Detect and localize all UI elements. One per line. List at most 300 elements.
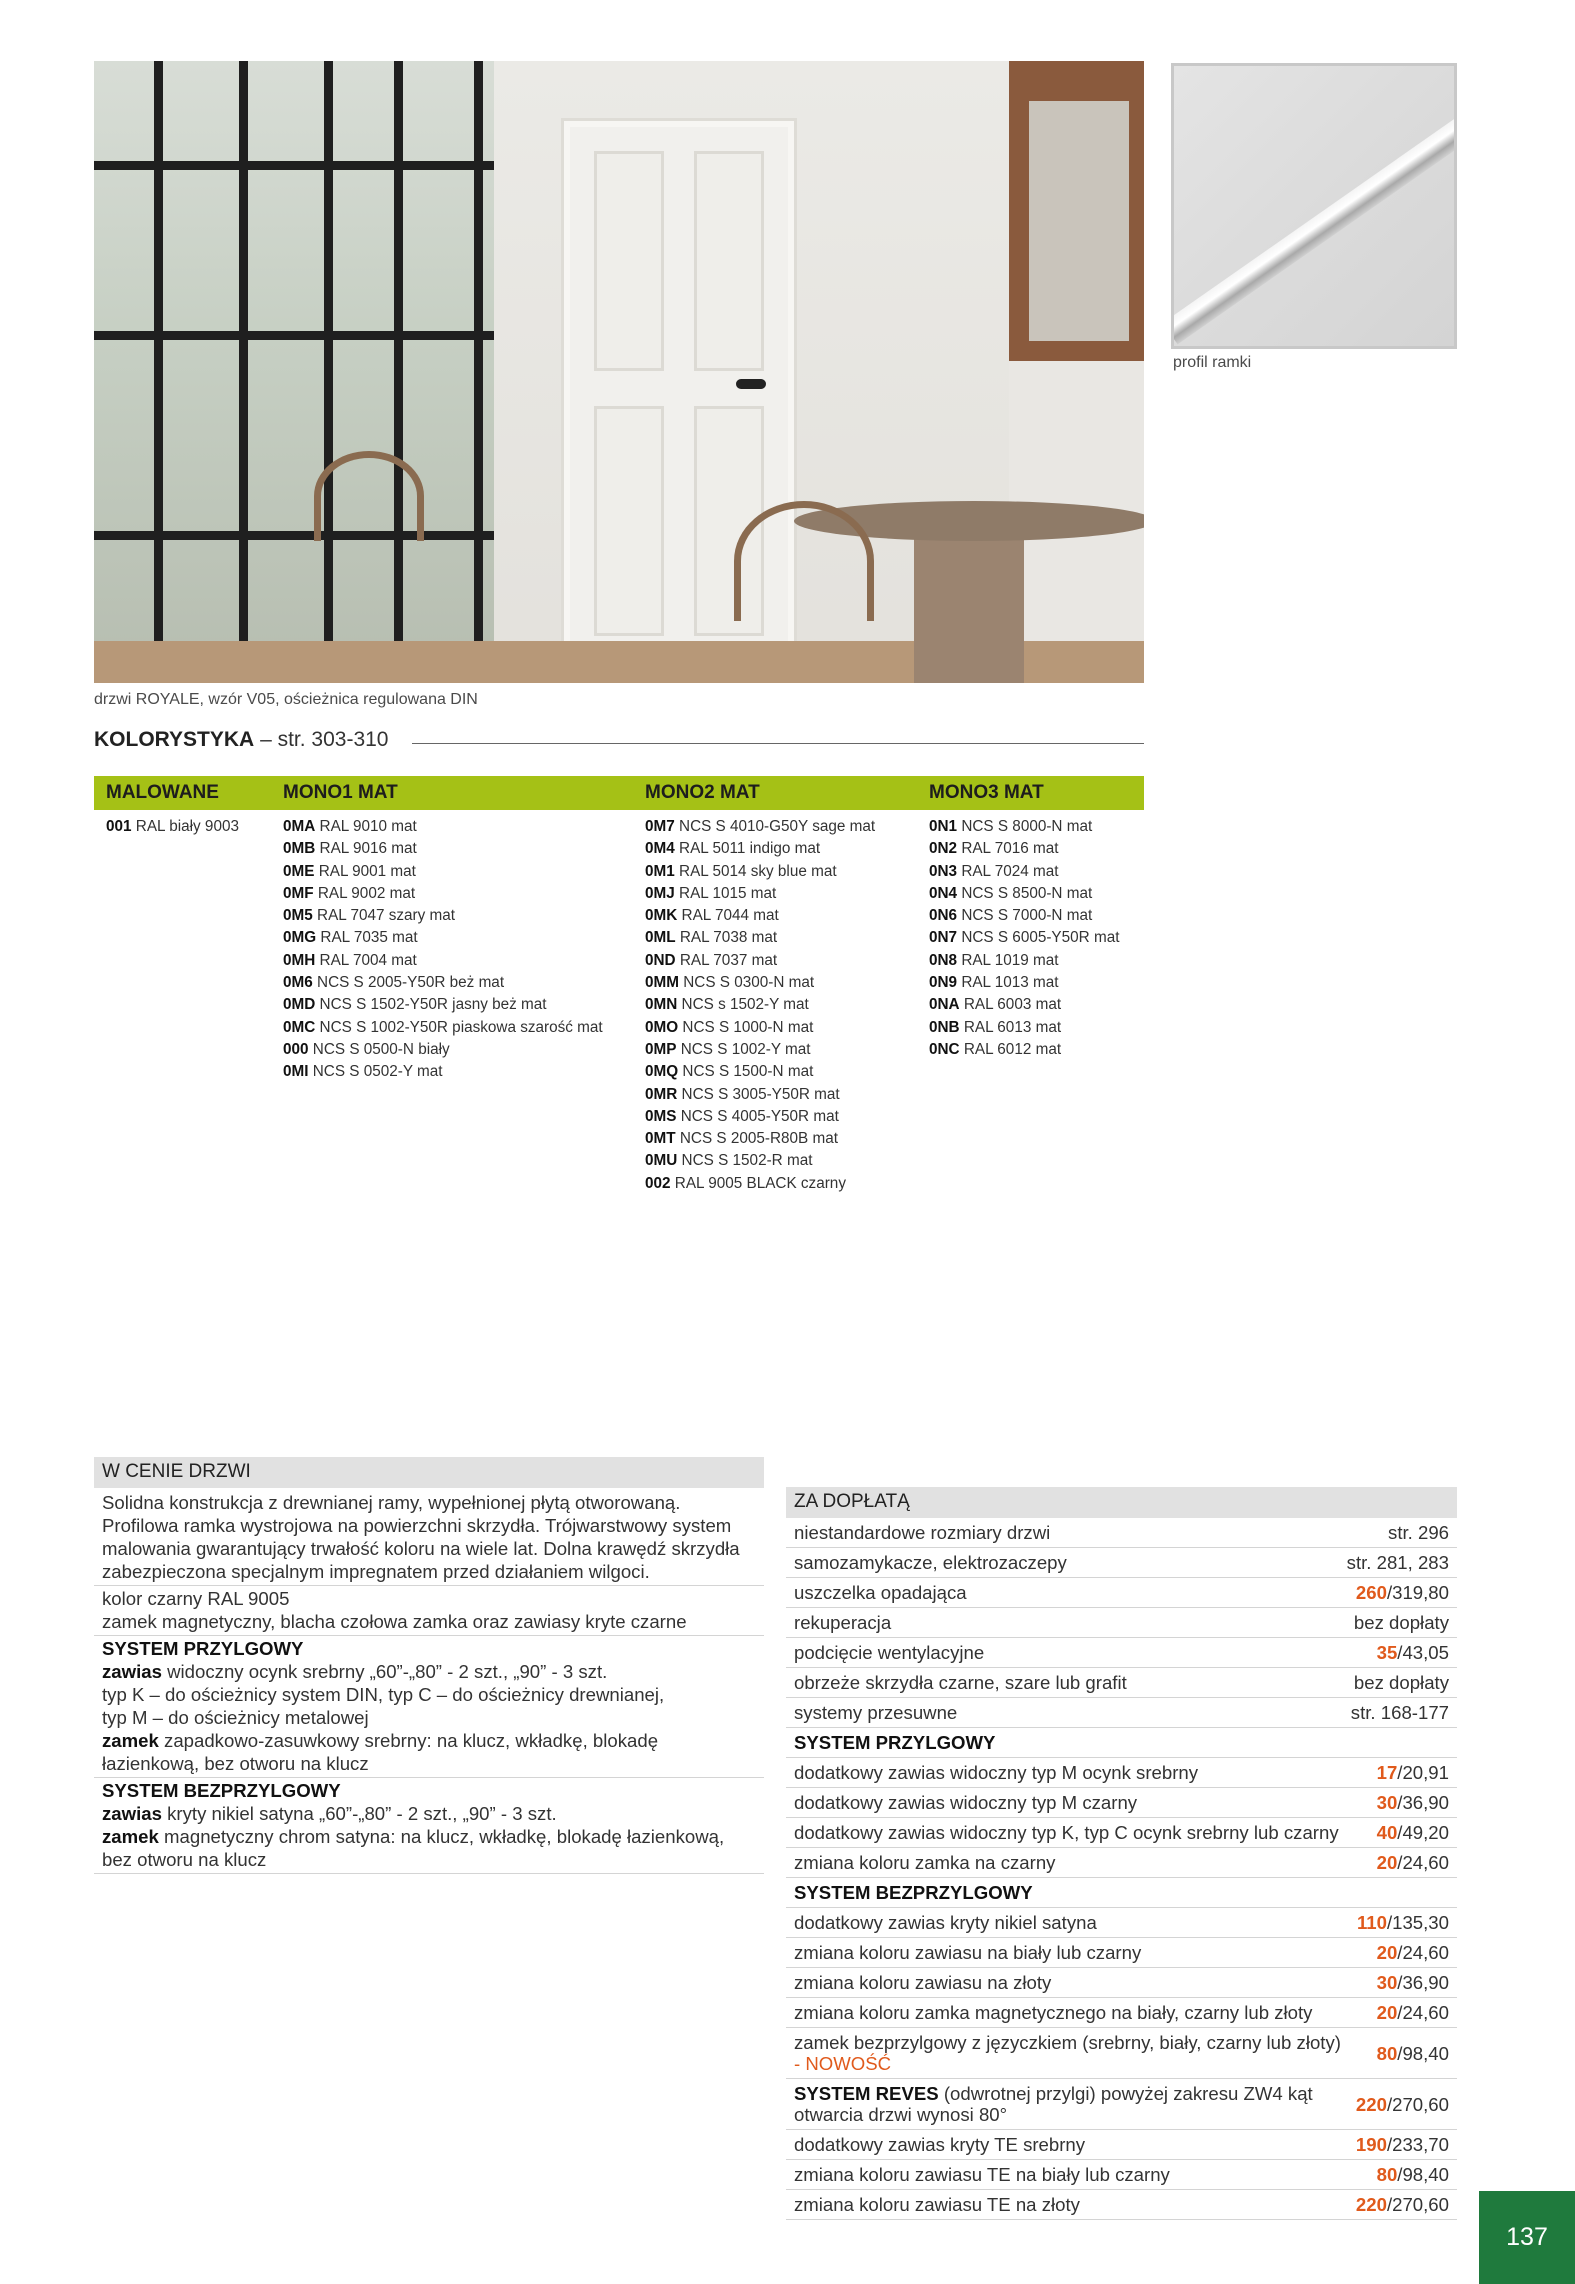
surcharge-label — [794, 2032, 1377, 2074]
color-item — [929, 1039, 1119, 1061]
window-frame — [324, 61, 333, 683]
window-frame — [94, 161, 494, 170]
gross-price: /24,60 — [1397, 2002, 1449, 2023]
color-item — [645, 1128, 875, 1150]
color-name: RAL 9010 mat — [319, 818, 417, 835]
net-price: 260 — [1355, 1582, 1387, 1603]
surcharge-label-text: uszczelka opadająca — [794, 1582, 967, 1603]
net-price: 40 — [1376, 1822, 1398, 1843]
surcharge-note: bez dopłaty — [1353, 1672, 1449, 1693]
hinge-text: kryty nikiel satyna „60”-„80” - 2 szt., „90” - 3 szt. — [161, 1803, 557, 1824]
color-item — [645, 1084, 875, 1106]
color-item — [283, 950, 603, 972]
title-divider — [412, 743, 1144, 744]
color-name: NCS S 1500-N mat — [682, 1063, 814, 1081]
color-name: RAL 6012 mat — [963, 1040, 1062, 1058]
color-name: RAL 9016 mat — [319, 840, 417, 858]
gross-price: /319,80 — [1386, 1582, 1449, 1603]
color-code: 0MU — [645, 1152, 678, 1170]
in-price-features — [94, 1586, 764, 1636]
color-code: 0ND — [645, 951, 676, 969]
color-item — [645, 816, 875, 838]
net-price: 220 — [1355, 2194, 1387, 2215]
surcharge-value — [1351, 1702, 1449, 1723]
surcharge-label — [794, 1792, 1377, 1813]
door-panel — [694, 151, 764, 371]
color-name: NCS S 2005-Y50R beż mat — [317, 974, 505, 992]
color-code: 0N1 — [929, 818, 958, 835]
color-item — [929, 1017, 1119, 1039]
color-code: 0MI — [283, 1063, 309, 1081]
window-frame — [394, 61, 403, 683]
color-code: 0MT — [645, 1130, 676, 1148]
header-mono2: MONO2 MAT — [645, 782, 760, 803]
color-code: 0MJ — [645, 884, 675, 902]
color-item — [645, 838, 875, 860]
colors-list-mono3 — [929, 816, 1119, 1061]
colors-title-pages: – str. 303-310 — [254, 728, 389, 751]
color-item — [929, 950, 1119, 972]
color-name: RAL 9002 mat — [317, 884, 416, 902]
surcharge-label-text: dodatkowy zawias widoczny typ M ocynk srebrny — [794, 1762, 1199, 1783]
color-name: RAL 7044 mat — [681, 907, 779, 925]
color-item — [106, 816, 239, 838]
surcharge-label-text: zmiana koloru zawiasu na złoty — [794, 1972, 1052, 1993]
color-code: 001 — [106, 818, 132, 835]
surcharge-label-text: zmiana koloru zamka magnetycznego na biały, czarny lub złoty — [794, 2002, 1313, 2023]
surcharge-label-text: podcięcie wentylacyjne — [794, 1642, 985, 1663]
surcharge-label-text: zamek bezprzylgowy z języczkiem (srebrny, biały, czarny lub złoty) — [794, 2032, 1341, 2053]
surcharge-value — [1347, 1552, 1449, 1573]
cabinet-shelves — [1029, 101, 1129, 341]
surcharge-section-row — [786, 1878, 1457, 1908]
color-code: 0MD — [283, 996, 316, 1014]
color-code: 0MH — [283, 951, 316, 969]
lock-label: zamek — [102, 1730, 159, 1751]
color-code: 0N6 — [929, 907, 958, 925]
color-code: 0M4 — [645, 840, 675, 858]
color-item — [645, 1039, 875, 1061]
gross-price: /98,40 — [1397, 2164, 1449, 2185]
color-code: 0N8 — [929, 951, 958, 969]
surcharge-label — [794, 1852, 1377, 1873]
color-item — [645, 950, 875, 972]
surcharge-value — [1356, 2094, 1449, 2115]
header-mono3: MONO3 MAT — [929, 782, 1044, 803]
surcharge-row — [786, 2160, 1457, 2190]
surcharge-label-text: zmiana koloru zawiasu TE na złoty — [794, 2194, 1080, 2215]
net-price: 20 — [1376, 1852, 1398, 1873]
surcharge-row — [786, 1548, 1457, 1578]
color-item — [283, 972, 603, 994]
color-code: 0N2 — [929, 840, 958, 858]
gross-price: /135,30 — [1386, 1912, 1449, 1933]
color-item — [645, 972, 875, 994]
surcharge-label-text: samozamykacze, elektrozaczepy — [794, 1552, 1067, 1573]
gross-price: /36,90 — [1397, 1972, 1449, 1993]
surcharge-value — [1377, 1942, 1449, 1963]
color-code: 0N7 — [929, 929, 958, 947]
gross-price: /43,05 — [1397, 1642, 1449, 1663]
net-price: 30 — [1376, 1972, 1398, 1993]
colors-title-bold: KOLORYSTYKA — [94, 728, 255, 751]
color-name: NCS S 1002-Y mat — [680, 1040, 811, 1058]
color-code: 002 — [645, 1174, 671, 1192]
surcharge-label-text: dodatkowy zawias kryty TE srebrny — [794, 2134, 1086, 2155]
color-code: 0MN — [645, 996, 678, 1014]
surcharge-label — [794, 1612, 1354, 1633]
surcharge-note: str. 168-177 — [1350, 1702, 1449, 1723]
chair — [734, 501, 874, 621]
net-price: 17 — [1376, 1762, 1398, 1783]
surcharge-label-text: zmiana koloru zawiasu na biały lub czarny — [794, 1942, 1142, 1963]
color-item — [645, 861, 875, 883]
surcharge-row — [786, 1608, 1457, 1638]
surcharge-row — [786, 1908, 1457, 1938]
gross-price: /24,60 — [1397, 1852, 1449, 1873]
surcharge-value — [1377, 2002, 1449, 2023]
system-rebated-title: SYSTEM PRZYLGOWY — [102, 1638, 304, 1659]
lock-label: zamek — [102, 1826, 159, 1847]
profile-bar — [1171, 94, 1457, 345]
surcharge-label — [794, 2194, 1356, 2215]
color-item — [283, 1017, 603, 1039]
surcharge-section-row — [786, 1728, 1457, 1758]
system-flush-block — [94, 1778, 764, 1874]
color-code: 0MK — [645, 907, 678, 925]
surcharge-value — [1354, 1672, 1449, 1693]
surcharge-value — [1377, 1822, 1449, 1843]
color-item — [929, 883, 1119, 905]
surcharge-value — [1377, 1972, 1449, 1993]
system-flush-title: SYSTEM BEZPRZYLGOWY — [102, 1780, 341, 1801]
net-price: 80 — [1376, 2164, 1398, 2185]
color-name: NCS s 1502-Y mat — [681, 996, 809, 1014]
colors-list-malowane — [106, 816, 239, 838]
surcharge-value — [1356, 2134, 1449, 2155]
surcharge-label-text: zmiana koloru zawiasu TE na biały lub czarny — [794, 2164, 1170, 2185]
color-code: 0MF — [283, 884, 314, 902]
color-code: 0M1 — [645, 862, 675, 880]
surcharge-value — [1388, 1522, 1449, 1543]
color-name: RAL 7038 mat — [679, 929, 778, 947]
surcharge-row — [786, 1638, 1457, 1668]
in-price-box — [94, 1490, 764, 1874]
color-name: RAL 9005 BLACK czarny — [674, 1174, 846, 1192]
gross-price: /270,60 — [1386, 2093, 1449, 2115]
door-panel — [594, 151, 664, 371]
color-name: NCS S 4005-Y50R mat — [680, 1107, 839, 1125]
door-photo — [94, 61, 1144, 683]
header-mono1: MONO1 MAT — [283, 782, 398, 803]
color-item — [929, 816, 1119, 838]
surcharge-label — [794, 2002, 1377, 2023]
color-name: RAL biały 9003 — [135, 818, 239, 835]
color-code: 0NA — [929, 996, 960, 1014]
color-name: NCS S 0300-N mat — [683, 974, 815, 992]
color-item — [283, 994, 603, 1016]
color-name: NCS S 1502-Y50R jasny beż mat — [319, 996, 547, 1014]
color-code: 0ME — [283, 862, 315, 880]
surcharge-value — [1377, 1792, 1449, 1813]
color-item — [929, 838, 1119, 860]
hinge-text: widoczny ocynk srebrny „60”-„80” - 2 szt., „90” - 3 szt. — [161, 1661, 608, 1682]
color-item — [929, 972, 1119, 994]
color-code: 0MC — [283, 1018, 316, 1036]
color-code: 0MQ — [645, 1063, 679, 1081]
surcharge-table — [786, 1487, 1457, 2220]
color-item — [929, 905, 1119, 927]
color-item — [645, 1017, 875, 1039]
net-price: 20 — [1376, 1942, 1398, 1963]
surcharge-value — [1357, 1912, 1449, 1933]
surcharge-row — [786, 2190, 1457, 2220]
gross-price: /98,40 — [1397, 2042, 1449, 2064]
surcharge-label — [794, 1762, 1377, 1783]
color-item — [283, 1039, 603, 1061]
window-frame — [94, 531, 494, 540]
net-price: 190 — [1355, 2134, 1387, 2155]
surcharge-row — [786, 1998, 1457, 2028]
color-code: 0MO — [645, 1018, 679, 1036]
door-panel — [594, 406, 664, 636]
color-name: NCS S 4010-G50Y sage mat — [679, 818, 876, 835]
surcharge-label-text: systemy przesuwne — [794, 1702, 958, 1723]
color-code: 0N4 — [929, 884, 958, 902]
surcharge-row — [786, 1758, 1457, 1788]
surcharge-value — [1377, 2043, 1449, 2064]
gross-price: /36,90 — [1397, 1792, 1449, 1813]
color-code: 0MS — [645, 1107, 677, 1125]
color-name: RAL 1015 mat — [679, 884, 777, 902]
surcharge-label — [794, 1822, 1377, 1843]
in-price-header: W CENIE DRZWI — [94, 1457, 764, 1488]
net-price: 220 — [1355, 2093, 1387, 2115]
profile-caption: profil ramki — [1173, 354, 1252, 371]
color-item — [645, 1106, 875, 1128]
surcharge-note: str. 281, 283 — [1346, 1552, 1449, 1573]
surcharge-label-text: niestandardowe rozmiary drzwi — [794, 1522, 1051, 1543]
color-item — [283, 1061, 603, 1083]
color-item — [645, 994, 875, 1016]
window-frame — [239, 61, 248, 683]
color-name: NCS S 1000-N mat — [682, 1018, 814, 1036]
gross-price: /270,60 — [1386, 2194, 1449, 2215]
color-name: RAL 7004 mat — [319, 951, 417, 969]
color-name: NCS S 1002-Y50R piaskowa szarość mat — [319, 1018, 603, 1036]
surcharge-row — [786, 2028, 1457, 2079]
surcharge-label-text: dodatkowy zawias widoczny typ M czarny — [794, 1792, 1138, 1813]
color-name: NCS S 2005-R80B mat — [679, 1130, 838, 1148]
color-item — [645, 905, 875, 927]
colors-list-mono2 — [645, 816, 875, 1195]
color-name: RAL 6003 mat — [963, 996, 1062, 1014]
color-item — [929, 861, 1119, 883]
net-price: 35 — [1376, 1642, 1398, 1663]
color-line: kolor czarny RAL 9005 — [102, 1588, 290, 1609]
color-name: RAL 5011 indigo mat — [679, 840, 821, 858]
color-code: 0NC — [929, 1040, 960, 1058]
header-malowane: MALOWANE — [106, 782, 219, 803]
surcharge-value — [1356, 1582, 1449, 1603]
type-k-line: typ K – do ościeżnicy system DIN, typ C – do ościeżnicy drewnianej, — [102, 1684, 665, 1705]
color-item — [283, 838, 603, 860]
lock-text: magnetyczny chrom satyna: na klucz, wkładkę, blokadę łazienkową, bez otworu na klucz — [102, 1826, 725, 1870]
surcharge-label-text: (odwrotnej przylgi) powyżej zakresu ZW4 kąt otwarcia drzwi wynosi 80° — [794, 2083, 1313, 2125]
surcharge-value — [1354, 1612, 1449, 1633]
surcharge-label — [794, 1702, 1351, 1723]
chair — [314, 451, 424, 541]
door-handle — [736, 379, 766, 389]
surcharge-label-text: SYSTEM PRZYLGOWY — [794, 1732, 996, 1753]
color-name: NCS S 1502-R mat — [681, 1152, 813, 1170]
hinge-label: zawias — [102, 1661, 162, 1682]
color-name: RAL 7037 mat — [679, 951, 778, 969]
surcharge-row — [786, 1578, 1457, 1608]
surcharge-label-text: dodatkowy zawias kryty nikiel satyna — [794, 1912, 1097, 1933]
surcharge-label — [794, 1912, 1357, 1933]
surcharge-label — [794, 1942, 1377, 1963]
surcharge-label — [794, 1582, 1356, 1603]
type-m-line: typ M – do ościeżnicy metalowej — [102, 1707, 369, 1728]
surcharge-header: ZA DOPŁATĄ — [786, 1487, 1457, 1518]
net-price: 110 — [1356, 1912, 1387, 1933]
color-name: NCS S 7000-N mat — [961, 907, 1093, 925]
color-code: 0M6 — [283, 974, 313, 992]
table-leg — [914, 531, 1024, 683]
colors-title — [94, 728, 389, 752]
color-item — [645, 883, 875, 905]
color-name: RAL 7047 szary mat — [317, 907, 456, 925]
surcharge-value — [1377, 2164, 1449, 2185]
color-item — [283, 883, 603, 905]
color-name: RAL 1013 mat — [961, 974, 1059, 992]
surcharge-row — [786, 1848, 1457, 1878]
gross-price: /20,91 — [1397, 1762, 1449, 1783]
gross-price: /49,20 — [1397, 1822, 1449, 1843]
color-code: 0N9 — [929, 974, 958, 992]
color-code: 0MP — [645, 1040, 677, 1058]
color-item — [929, 927, 1119, 949]
color-item — [645, 927, 875, 949]
surcharge-value — [1377, 1852, 1449, 1873]
color-name: NCS S 6005-Y50R mat — [961, 929, 1120, 947]
surcharge-row — [786, 1698, 1457, 1728]
color-code: 000 — [283, 1040, 309, 1058]
color-item — [645, 1061, 875, 1083]
surcharge-label — [794, 2134, 1356, 2155]
color-name: RAL 7024 mat — [961, 862, 1059, 880]
color-name: RAL 7016 mat — [961, 840, 1059, 858]
color-item — [283, 861, 603, 883]
surcharge-note: bez dopłaty — [1353, 1612, 1449, 1633]
color-name: NCS S 8500-N mat — [961, 884, 1093, 902]
color-item — [283, 816, 603, 838]
surcharge-label — [794, 1882, 1449, 1903]
color-code: 0NB — [929, 1018, 960, 1036]
surcharge-label-text: obrzeże skrzydła czarne, szare lub grafit — [794, 1672, 1127, 1693]
surcharge-value — [1356, 2194, 1449, 2215]
surcharge-label — [794, 1672, 1354, 1693]
hinge-label: zawias — [102, 1803, 162, 1824]
color-name: RAL 5014 sky blue mat — [679, 862, 837, 880]
lock-text: zapadkowo-zasuwkowy srebrny: na klucz, wkładkę, blokadę łazienkową, bez otworu na klucz — [102, 1730, 659, 1774]
color-name: NCS S 0502-Y mat — [312, 1063, 443, 1081]
surcharge-row — [786, 1788, 1457, 1818]
color-name: NCS S 8000-N mat — [961, 818, 1093, 835]
surcharge-value — [1377, 1642, 1449, 1663]
new-badge: - NOWOŚĆ — [794, 2053, 892, 2074]
color-item — [645, 1150, 875, 1172]
page-number: 137 — [1479, 2191, 1575, 2284]
surcharge-row — [786, 1668, 1457, 1698]
net-price: 80 — [1376, 2042, 1398, 2064]
surcharge-row — [786, 1938, 1457, 1968]
net-price: 30 — [1376, 1792, 1398, 1813]
color-code: 0MG — [283, 929, 317, 947]
color-item — [283, 905, 603, 927]
net-price: 20 — [1376, 2002, 1398, 2023]
window-frame — [474, 61, 483, 683]
color-item — [283, 927, 603, 949]
color-name: RAL 1019 mat — [961, 951, 1059, 969]
surcharge-label — [794, 1522, 1388, 1543]
color-code: 0N3 — [929, 862, 958, 880]
surcharge-row — [786, 2079, 1457, 2130]
surcharge-label — [794, 1642, 1377, 1663]
surcharge-row — [786, 1518, 1457, 1548]
color-name: NCS S 0500-N biały — [312, 1040, 450, 1058]
surcharge-label — [794, 1732, 1449, 1753]
color-item — [929, 994, 1119, 1016]
surcharge-label — [794, 2164, 1377, 2185]
surcharge-row — [786, 2130, 1457, 2160]
color-code: 0MB — [283, 840, 316, 858]
color-code: 0M7 — [645, 818, 675, 835]
surcharge-row — [786, 1968, 1457, 1998]
surcharge-note: str. 296 — [1388, 1522, 1449, 1543]
color-code: 0M5 — [283, 907, 313, 925]
surcharge-label — [794, 1972, 1377, 1993]
colors-list-mono1 — [283, 816, 603, 1084]
window-frame — [94, 331, 494, 340]
photo-caption: drzwi ROYALE, wzór V05, ościeżnica regulowana DIN — [94, 691, 478, 708]
gross-price: /233,70 — [1386, 2134, 1449, 2155]
color-name: NCS S 3005-Y50R mat — [681, 1085, 840, 1103]
surcharge-label-text: rekuperacja — [794, 1612, 892, 1633]
surcharge-label — [794, 2083, 1356, 2125]
surcharge-label-text: dodatkowy zawias widoczny typ K, typ C ocynk srebrny lub czarny — [794, 1822, 1339, 1843]
colors-header-bar — [94, 776, 1144, 810]
color-name: RAL 9001 mat — [318, 862, 416, 880]
system-rebated-block — [94, 1636, 764, 1778]
surcharge-label-text: zmiana koloru zamka na czarny — [794, 1852, 1056, 1873]
surcharge-label — [794, 1552, 1347, 1573]
window-frame — [154, 61, 163, 683]
surcharge-label-bold: SYSTEM REVES — [794, 2083, 939, 2104]
color-code: 0ML — [645, 929, 676, 947]
color-code: 0MR — [645, 1085, 678, 1103]
frame-profile-photo — [1171, 63, 1457, 349]
surcharge-value — [1377, 1762, 1449, 1783]
color-name: RAL 6013 mat — [963, 1018, 1062, 1036]
lock-line: zamek magnetyczny, blacha czołowa zamka oraz zawiasy kryte czarne — [102, 1611, 687, 1632]
color-code: 0MM — [645, 974, 679, 992]
surcharge-label-text: SYSTEM BEZPRZYLGOWY — [794, 1882, 1033, 1903]
surcharge-row — [786, 1818, 1457, 1848]
in-price-description: Solidna konstrukcja z drewnianej ramy, wypełnionej płytą otworowaną. Profilowa ramka wystrojowa na powierzchni skrzydła. Trójwarstwowy system malowania gwarantujący trwałość koloru na wiele lat. Dolna krawędź skrzydła zabezpieczona specjalnym impregnatem przed działaniem wilgoci. — [94, 1490, 764, 1586]
color-name: RAL 7035 mat — [320, 929, 418, 947]
